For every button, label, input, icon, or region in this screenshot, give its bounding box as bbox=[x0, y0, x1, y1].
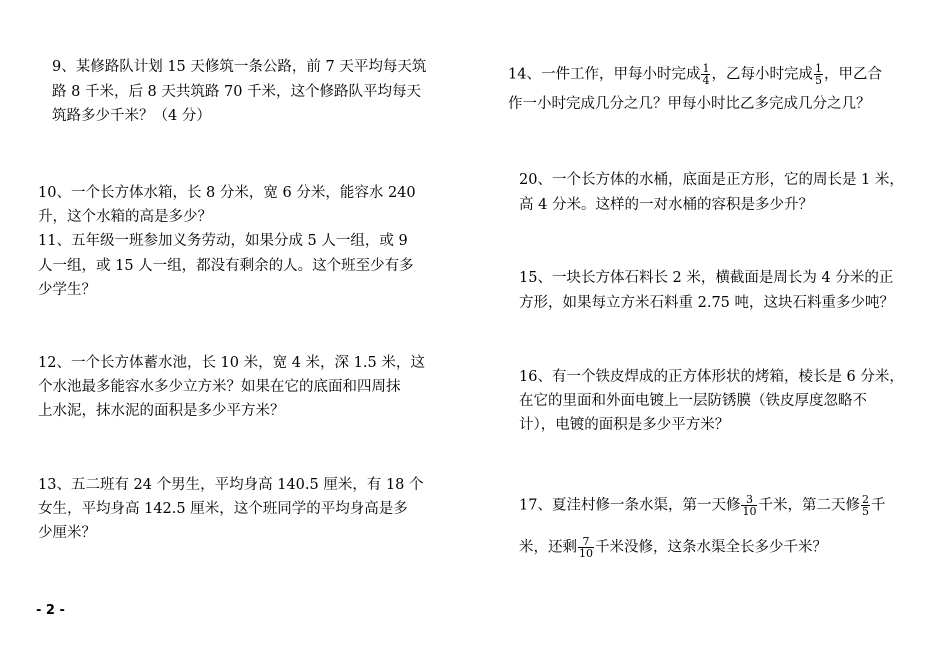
question-text: 千 bbox=[870, 497, 886, 514]
question-text: 千米，第二天修 bbox=[758, 497, 860, 514]
fraction-denominator: 10 bbox=[579, 547, 593, 560]
question-line: 少学生？ bbox=[38, 282, 96, 298]
question-text: ，乙每小时完成 bbox=[711, 66, 813, 83]
fraction-denominator: 5 bbox=[861, 505, 869, 518]
question-line: 9、某修路队计划 15 天修筑一条公路，前 7 天平均每天筑 bbox=[52, 59, 427, 75]
fraction-numerator: 1 bbox=[814, 62, 822, 75]
fraction bbox=[701, 63, 710, 86]
fraction-denominator: 10 bbox=[742, 505, 757, 518]
question-text: ，甲乙合 bbox=[823, 66, 882, 83]
question-line: 人一组，或 15 人一组，都没有剩余的人。这个班至少有多 bbox=[38, 258, 414, 274]
page-number: - 2 - bbox=[36, 603, 65, 618]
question-text: 千米没修，这条水渠全长多少千米？ bbox=[595, 539, 827, 556]
question-line: 16、有一个铁皮焊成的正方体形状的烤箱，棱长是 6 分米， bbox=[519, 369, 904, 385]
question-line: 女生，平均身高 142.5 厘米，这个班同学的平均身高是多 bbox=[38, 501, 408, 517]
fraction-numerator: 1 bbox=[702, 62, 710, 75]
fraction-numerator: 2 bbox=[861, 493, 869, 506]
question-line: 在它的里面和外面电镀上一层防锈膜（铁皮厚度忽略不 bbox=[519, 393, 867, 409]
question-line: 11、五年级一班参加义务劳动，如果分成 5 人一组，或 9 bbox=[38, 233, 408, 249]
question-line: 10、一个长方体水箱，长 8 分米，宽 6 分米，能容水 240 bbox=[38, 185, 416, 201]
fraction bbox=[814, 63, 823, 86]
fraction-numerator: 3 bbox=[741, 494, 757, 506]
question-line bbox=[508, 63, 882, 86]
question-line: 计），电镀的面积是多少平方米？ bbox=[519, 417, 730, 433]
fraction-denominator: 4 bbox=[702, 74, 710, 87]
question-line: 高 4 分米。这样的一对水桶的容积是多少升？ bbox=[519, 197, 813, 213]
question-line: 路 8 千米，后 8 天共筑路 70 千米，这个修路队平均每天 bbox=[52, 84, 422, 100]
question-line: 12、一个长方体蓄水池，长 10 米，宽 4 米，深 1.5 米，这 bbox=[38, 355, 425, 371]
question-line: 13、五二班有 24 个男生，平均身高 140.5 厘米，有 18 个 bbox=[38, 477, 424, 493]
question-line: 筑路多少千米？（4 分） bbox=[52, 108, 211, 124]
fraction bbox=[741, 494, 757, 517]
fraction bbox=[578, 536, 594, 559]
question-line: 升，这个水箱的高是多少？ bbox=[38, 209, 212, 225]
question-line: 20、一个长方体的水桶，底面是正方形，它的周长是 1 米， bbox=[519, 172, 904, 188]
question-text: 米，还剩 bbox=[519, 539, 577, 556]
question-line: 15、一块长方体石料长 2 米，横截面是周长为 4 分米的正 bbox=[519, 270, 894, 286]
question-text: 17、夏洼村修一条水渠，第一天修 bbox=[519, 497, 741, 514]
question-line: 少厘米？ bbox=[38, 525, 96, 541]
question-line: 方形，如果每立方米石料重 2.75 吨，这块石料重多少吨？ bbox=[519, 295, 895, 311]
question-line bbox=[519, 494, 885, 517]
question-line: 个水池最多能容水多少立方米？如果在它的底面和四周抹 bbox=[38, 379, 401, 395]
question-line: 上水泥，抹水泥的面积是多少平方米？ bbox=[38, 403, 285, 419]
fraction-denominator: 5 bbox=[814, 74, 822, 87]
question-line bbox=[519, 536, 827, 559]
question-text: 14、一件工作，甲每小时完成 bbox=[508, 66, 701, 83]
fraction-numerator: 7 bbox=[578, 536, 594, 548]
question-line: 作一小时完成几分之几？甲每小时比乙多完成几分之几？ bbox=[508, 96, 871, 112]
fraction bbox=[861, 494, 870, 517]
